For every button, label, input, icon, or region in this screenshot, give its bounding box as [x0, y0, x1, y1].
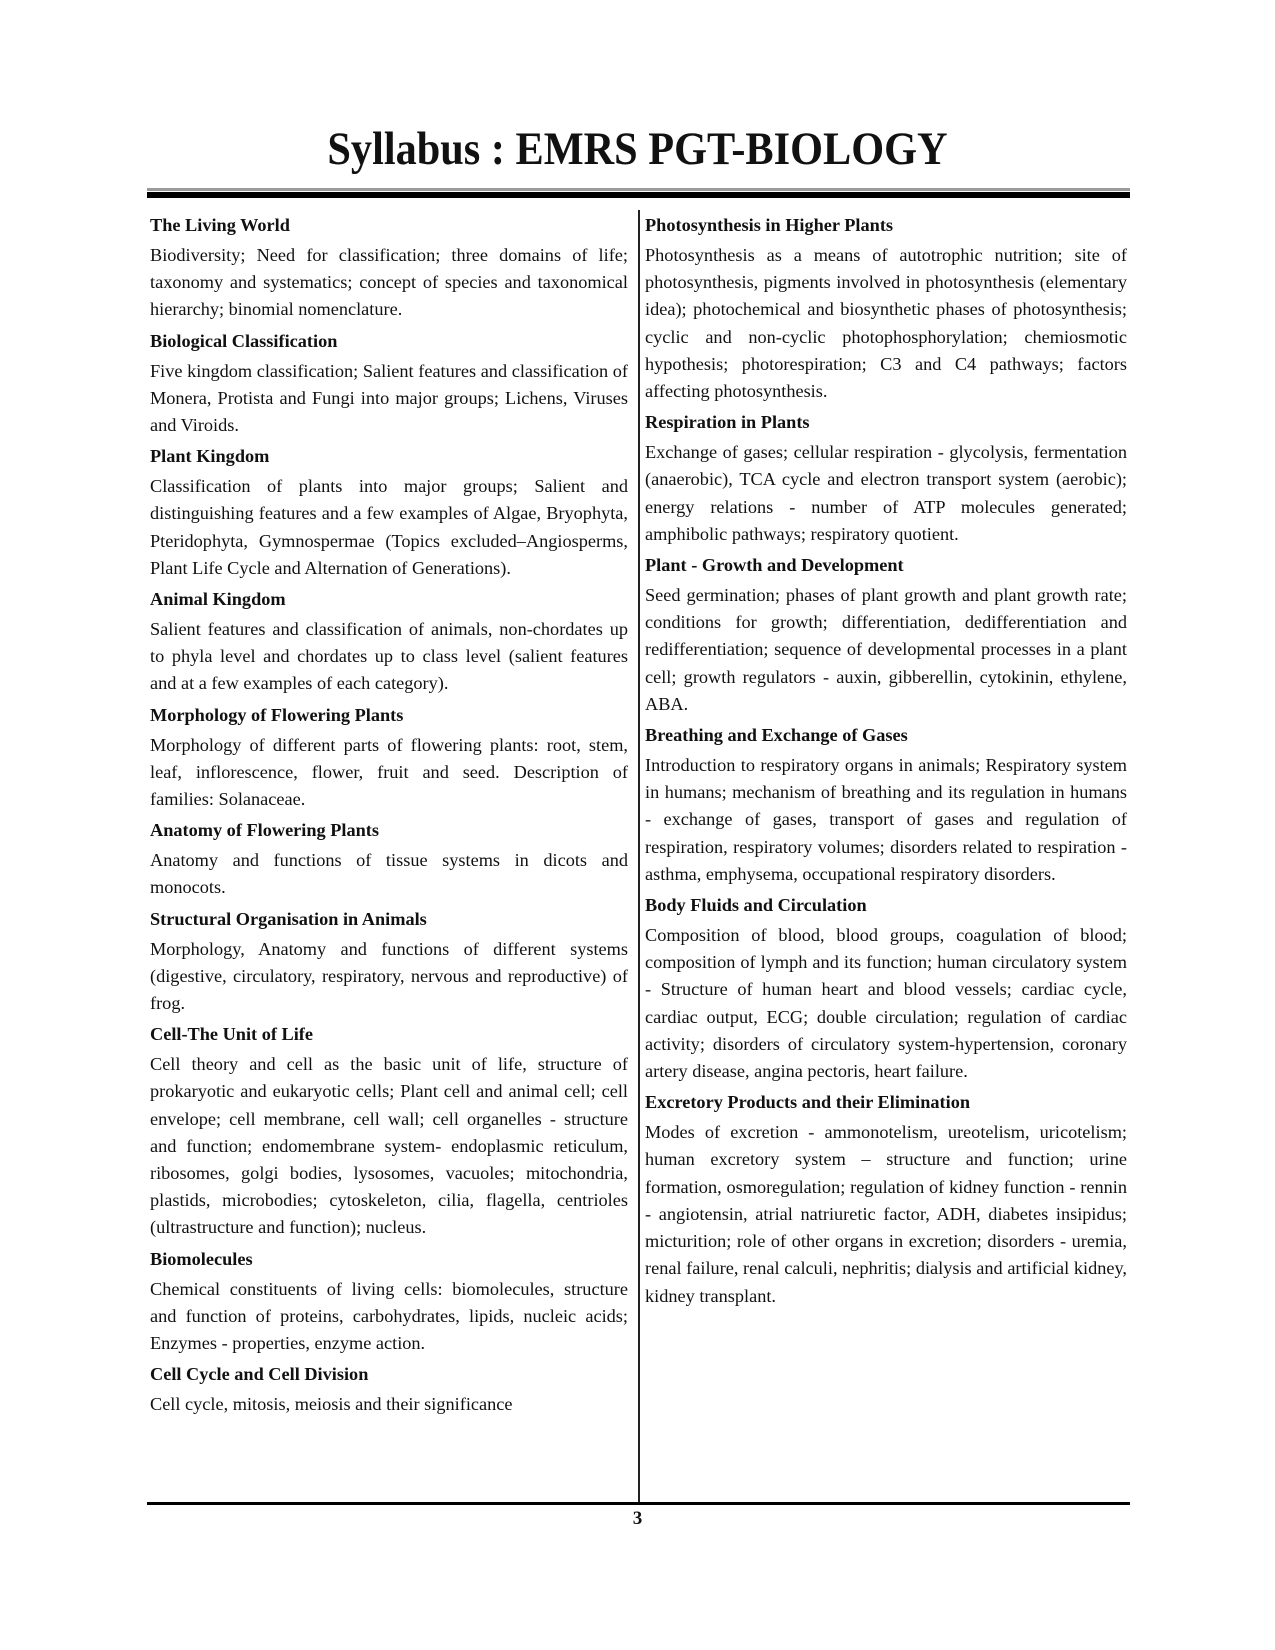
section-heading: Animal Kingdom — [150, 589, 286, 610]
section-cell-unit-of-life — [150, 1021, 628, 1241]
section-body: Biodiversity; Need for classification; three domains of life; taxonomy and systematics; concept of species and taxonomical hierarchy; binomial nomenclature. — [150, 245, 628, 320]
section-heading: Plant Kingdom — [150, 446, 270, 467]
section-heading: Structural Organisation in Animals — [150, 908, 427, 929]
section-anatomy-flowering-plants — [150, 817, 628, 901]
title-rule-thin — [147, 188, 1130, 191]
section-heading: Body Fluids and Circulation — [645, 895, 867, 916]
section-heading: Biomolecules — [150, 1248, 253, 1269]
section-heading: Cell-The Unit of Life — [150, 1024, 313, 1045]
section-biological-classification — [150, 328, 628, 440]
section-body: Chemical constituents of living cells: biomolecules, structure and function of proteins, carbohydrates, lipids, nucleic acids; Enzymes - properties, enzyme action. — [150, 1278, 628, 1354]
section-cell-cycle-division — [150, 1361, 628, 1418]
section-plant-growth — [645, 552, 1127, 718]
section-respiration-plants — [645, 409, 1127, 548]
section-animal-kingdom — [150, 586, 628, 698]
column-divider — [638, 210, 640, 1502]
section-heading: Excretory Products and their Elimination — [645, 1092, 971, 1113]
section-heading: Breathing and Exchange of Gases — [645, 725, 908, 746]
right-column — [645, 212, 1127, 1314]
section-body: Composition of blood, blood groups, coagulation of blood; composition of lymph and its function; human circulatory system - Structure of human heart and blood vessels; cardiac cycle, cardiac output, ECG; double circulation; regulation of cardiac activity; disorders of circulatory system-hypertension, coronary artery disease, angina pectoris, heart failure. — [645, 925, 1127, 1082]
section-body: Anatomy and functions of tissue systems in dicots and monocots. — [150, 850, 628, 898]
section-body: Morphology, Anatomy and functions of different systems (digestive, circulatory, respiratory, nervous and reproductive) of frog. — [150, 938, 628, 1014]
section-photosynthesis — [645, 212, 1127, 405]
section-heading: Anatomy of Flowering Plants — [150, 820, 380, 841]
section-body-fluids-circulation — [645, 892, 1127, 1085]
section-body: Cell theory and cell as the basic unit of life, structure of prokaryotic and eukaryotic cells; Plant cell and animal cell; cell envelope; cell membrane, cell wall; cell organelles - structure and function; endomembrane system- endoplasmic reticulum, ribosomes, golgi bodies, lysosomes, vacuoles; mitochondria, plastids, microbodies; cytoskeleton, cilia, flagella, centrioles (ultrastructure and function); nucleus. — [150, 1054, 628, 1238]
section-heading: Respiration in Plants — [645, 412, 810, 433]
section-body: Photosynthesis as a means of autotrophic nutrition; site of photosynthesis, pigments involved in photosynthesis (elementary idea); photochemical and biosynthetic phases of photosynthesis; cyclic and non-cyclic photophosphorylation; chemiosmotic hypothesis; photorespiration; C3 and C4 pathways; factors affecting photosynthesis. — [645, 245, 1127, 402]
section-heading: Cell Cycle and Cell Division — [150, 1364, 369, 1385]
section-plant-kingdom — [150, 443, 628, 582]
section-biomolecules — [150, 1246, 628, 1358]
section-breathing-exchange-gases — [645, 722, 1127, 888]
section-excretory-products — [645, 1089, 1127, 1309]
section-body: Introduction to respiratory organs in animals; Respiratory system in humans; mechanism of breathing and its regulation in humans - exchange of gases, transport of gases and regulation of respiration, respiratory volumes; disorders related to respiration - asthma, emphysema, occupational respiratory disorders. — [645, 755, 1127, 884]
section-living-world — [150, 212, 628, 324]
section-morphology-flowering-plants — [150, 702, 628, 814]
title-rule-thick — [147, 192, 1130, 198]
bottom-rule — [147, 1502, 1130, 1505]
section-body: Cell cycle, mitosis, meiosis and their significance — [150, 1394, 513, 1415]
section-body: Modes of excretion - ammonotelism, ureotelism, uricotelism; human excretory system – structure and function; urine formation, osmoregulation; regulation of kidney function - rennin - angiotensin, atrial natriuretic factor, ADH, diabetes insipidus; micturition; role of other organs in excretion; disorders - uremia, renal failure, renal calculi, nephritis; dialysis and artificial kidney, kidney transplant. — [645, 1122, 1127, 1306]
page-number: 3 — [632, 1508, 643, 1529]
section-heading: Morphology of Flowering Plants — [150, 704, 404, 725]
section-body: Salient features and classification of animals, non-chordates up to phyla level and chordates up to class level (salient features and at a few examples of each category). — [150, 619, 628, 694]
section-heading: Biological Classification — [150, 330, 338, 351]
left-column — [150, 212, 628, 1423]
section-body: Morphology of different parts of flowering plants: root, stem, leaf, inflorescence, flower, fruit and seed. Description of families: Solanaceae. — [150, 734, 628, 810]
section-body: Exchange of gases; cellular respiration - glycolysis, fermentation (anaerobic), TCA cycle and electron transport system (aerobic); energy relations - number of ATP molecules generated; amphibolic pathways; respiratory quotient. — [645, 442, 1127, 544]
section-body: Five kingdom classification; Salient features and classification of Monera, Protista and Fungi into major groups; Lichens, Viruses and Viroids. — [150, 360, 628, 436]
section-body: Seed germination; phases of plant growth and plant growth rate; conditions for growth; differentiation, dedifferentiation and redifferentiation; sequence of developmental processes in a plant cell; growth regulators - auxin, gibberellin, cytokinin, ethylene, ABA. — [645, 585, 1127, 714]
section-heading: Photosynthesis in Higher Plants — [645, 215, 894, 235]
page-title: Syllabus : EMRS PGT-BIOLOGY — [327, 123, 948, 175]
section-body: Classification of plants into major groups; Salient and distinguishing features and a few examples of Algae, Bryophyta, Pteridophyta, Gymnospermae (Topics excluded–Angiosperms, Plant Life Cycle and Alternation of Generations). — [150, 476, 628, 578]
section-heading: The Living World — [150, 215, 290, 235]
section-heading: Plant - Growth and Development — [645, 555, 904, 576]
section-structural-organisation-animals — [150, 906, 628, 1018]
